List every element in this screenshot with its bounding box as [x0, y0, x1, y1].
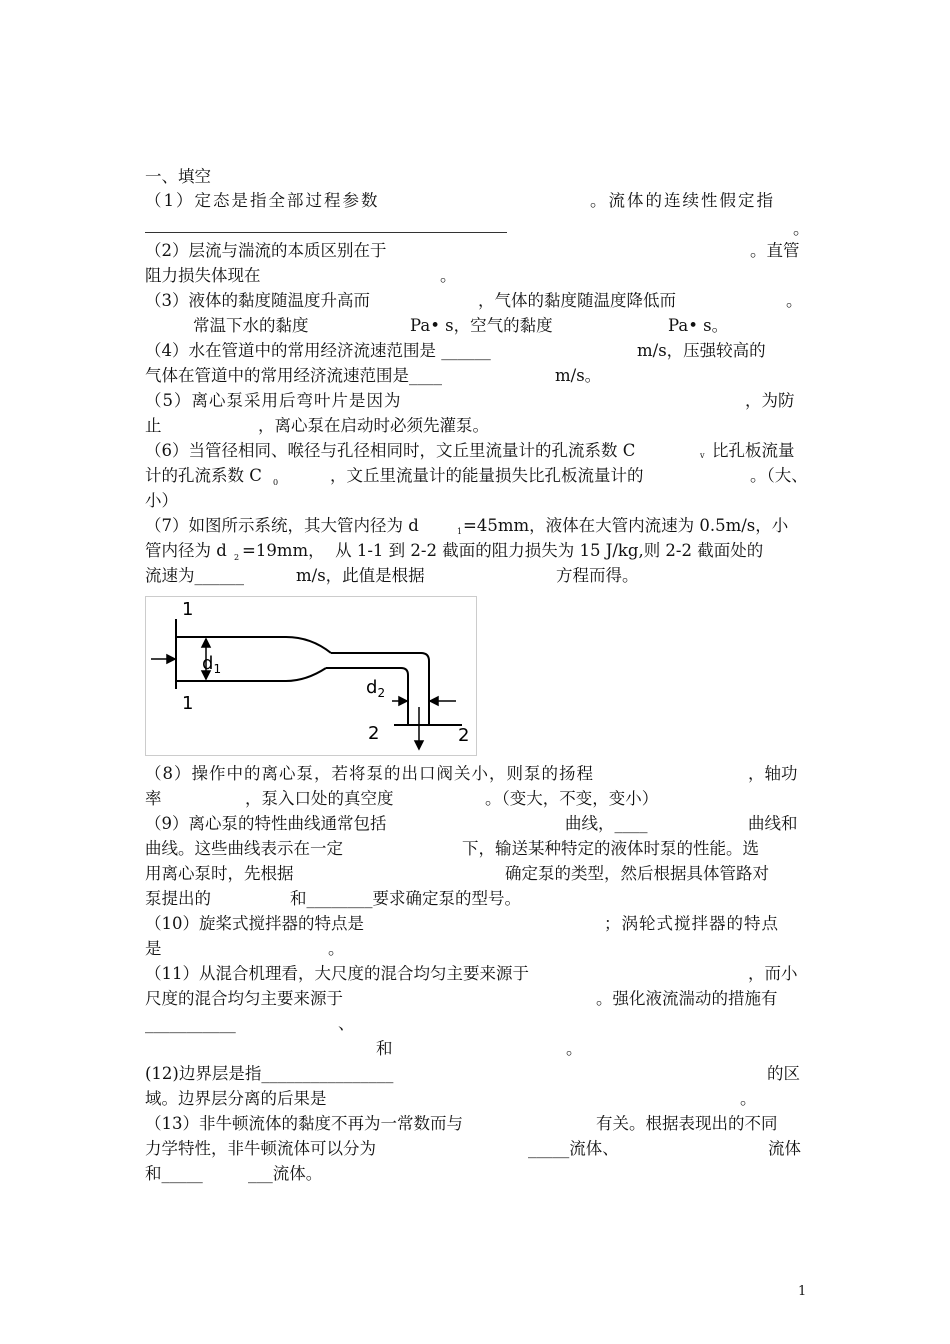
q7-text: 管内径为 d: [145, 541, 227, 560]
q3-text: Pa• s，空气的黏度: [410, 316, 553, 335]
q3-text: 常温下水的黏度: [193, 316, 309, 335]
q4-text: 气体在管道中的常用经济流速范围是____: [145, 366, 442, 385]
q12-text: 的区: [767, 1064, 800, 1083]
q13-text: 流体: [768, 1139, 801, 1158]
q3-text: Pa• s。: [668, 316, 729, 335]
q2-text: （2）层流与湍流的本质区别在于: [145, 241, 387, 260]
q10-text: 。: [328, 939, 345, 958]
q6-text: 比孔板流量: [712, 441, 795, 460]
q3-text: 。: [786, 291, 803, 310]
q3-text: ，气体的黏度随温度降低而: [478, 291, 676, 310]
q1-text: 。: [793, 219, 810, 238]
q7-text: （7）如图所示系统，其大管内径为 d: [145, 516, 419, 535]
pipe-diagram: [145, 596, 477, 756]
q6-text: 小）: [145, 491, 178, 510]
q10-text: ；涡轮式搅拌器的特点: [604, 914, 779, 933]
q12-text: (12)边界层是指________________: [145, 1064, 394, 1083]
q8-text: 率: [145, 789, 162, 808]
q11-text: ，而小: [748, 964, 798, 983]
q8-text: （8）操作中的离心泵，若将泵的出口阀关小，则泵的扬程: [145, 764, 594, 783]
q7-text: =45mm，液体在大管内流速为 0.5m/s，小: [463, 516, 789, 535]
d1-label: $d_1$: [202, 653, 222, 676]
q4-text: m/s，压强较高的: [637, 341, 766, 360]
q7-text: =19mm， 从 1-1 到 2-2 截面的阻力损失为 15 J/kg,则 2-2 截面处的: [242, 541, 764, 560]
q11-text: 尺度的混合均匀主要来源于: [145, 989, 343, 1008]
q5-text: ，离心泵在启动时必须先灌泵。: [258, 416, 489, 435]
blank-line: [145, 232, 507, 233]
q10-text: （10）旋桨式搅拌器的特点是: [145, 914, 364, 933]
q11-text: 。强化液流湍动的措施有: [596, 989, 778, 1008]
section-label-1-bottom: 1: [182, 693, 194, 714]
q13-text: 和_____: [145, 1164, 203, 1183]
q4-text: （4）水在管道中的常用经济流速范围是 ______: [145, 341, 491, 360]
q10-text: 是: [145, 939, 162, 958]
q12-text: 。: [740, 1089, 757, 1108]
q13-text: _____流体、: [528, 1139, 619, 1158]
q9-text: 确定泵的类型，然后根据具体管路对: [505, 864, 769, 883]
q11-text: 和: [376, 1039, 393, 1058]
q1-text: 。流体的连续性假定指: [590, 191, 775, 210]
q11-text: 、: [338, 1014, 355, 1033]
q2-text: 阻力损失体现在: [145, 266, 261, 285]
q8-text: ，轴功: [748, 764, 798, 783]
section-label-2-left: 2: [368, 723, 380, 744]
q1-text: （1）定态是指全部过程参数: [145, 191, 380, 210]
q7-text: 流速为______: [145, 566, 244, 585]
q9-text: 曲线，____: [565, 814, 648, 833]
q6-text: 计的孔流系数 C: [145, 466, 262, 485]
q8-text: 。（变大，不变，变小）: [485, 789, 659, 808]
q2-text: 。直管: [750, 241, 800, 260]
q5-text: 止: [145, 416, 162, 435]
q6-text: 。（大、: [750, 466, 808, 485]
page-number: 1: [798, 1284, 807, 1299]
q11-text: ___________: [145, 1014, 236, 1033]
q7-text: m/s，此值是根据: [296, 566, 425, 585]
q9-text: 用离心泵时，先根据: [145, 864, 294, 883]
section-title: 一、填空: [145, 167, 211, 186]
q13-text: ___流体。: [248, 1164, 323, 1183]
q9-text: （9）离心泵的特性曲线通常包括: [145, 814, 387, 833]
q5-text: ，为防: [745, 391, 795, 410]
q6-text: ，文丘里流量计的能量损失比孔板流量计的: [330, 466, 644, 485]
q3-text: （3）液体的黏度随温度升高而: [145, 291, 370, 310]
q13-text: 有关。根据表现出的不同: [596, 1114, 778, 1133]
d2-label: $d_2$: [366, 677, 386, 700]
section-label-1-top: 1: [182, 599, 194, 620]
q9-text: 和________要求确定泵的型号。: [290, 889, 521, 908]
q13-text: 力学特性，非牛顿流体可以分为: [145, 1139, 376, 1158]
q12-text: 域。边界层分离的后果是: [145, 1089, 327, 1108]
q7-subscript: 2: [234, 553, 240, 562]
q7-subscript: 1: [457, 527, 463, 536]
q9-text: 下，输送某种特定的液体时泵的性能。选: [462, 839, 759, 858]
q5-text: （5）离心泵采用后弯叶片是因为: [145, 391, 402, 410]
q9-text: 曲线。这些曲线表示在一定: [145, 839, 343, 858]
q8-text: ，泵入口处的真空度: [245, 789, 394, 808]
q11-text: （11）从混合机理看，大尺度的混合均匀主要来源于: [145, 964, 529, 983]
q7-text: 方程而得。: [556, 566, 639, 585]
q2-text: 。: [440, 266, 457, 285]
q13-text: （13）非牛顿流体的黏度不再为一常数而与: [145, 1114, 463, 1133]
q9-text: 泵提出的: [145, 889, 211, 908]
q11-text: 。: [566, 1039, 583, 1058]
section-label-2-right: 2: [458, 725, 470, 746]
q6-subscript: v: [700, 451, 705, 460]
q4-text: m/s。: [555, 366, 602, 385]
pipe-diagram-svg: [146, 597, 476, 755]
q6-text: （6）当管径相同、喉径与孔径相同时，文丘里流量计的孔流系数 C: [145, 441, 636, 460]
q6-subscript: 0: [273, 478, 279, 487]
q9-text: 曲线和: [748, 814, 798, 833]
